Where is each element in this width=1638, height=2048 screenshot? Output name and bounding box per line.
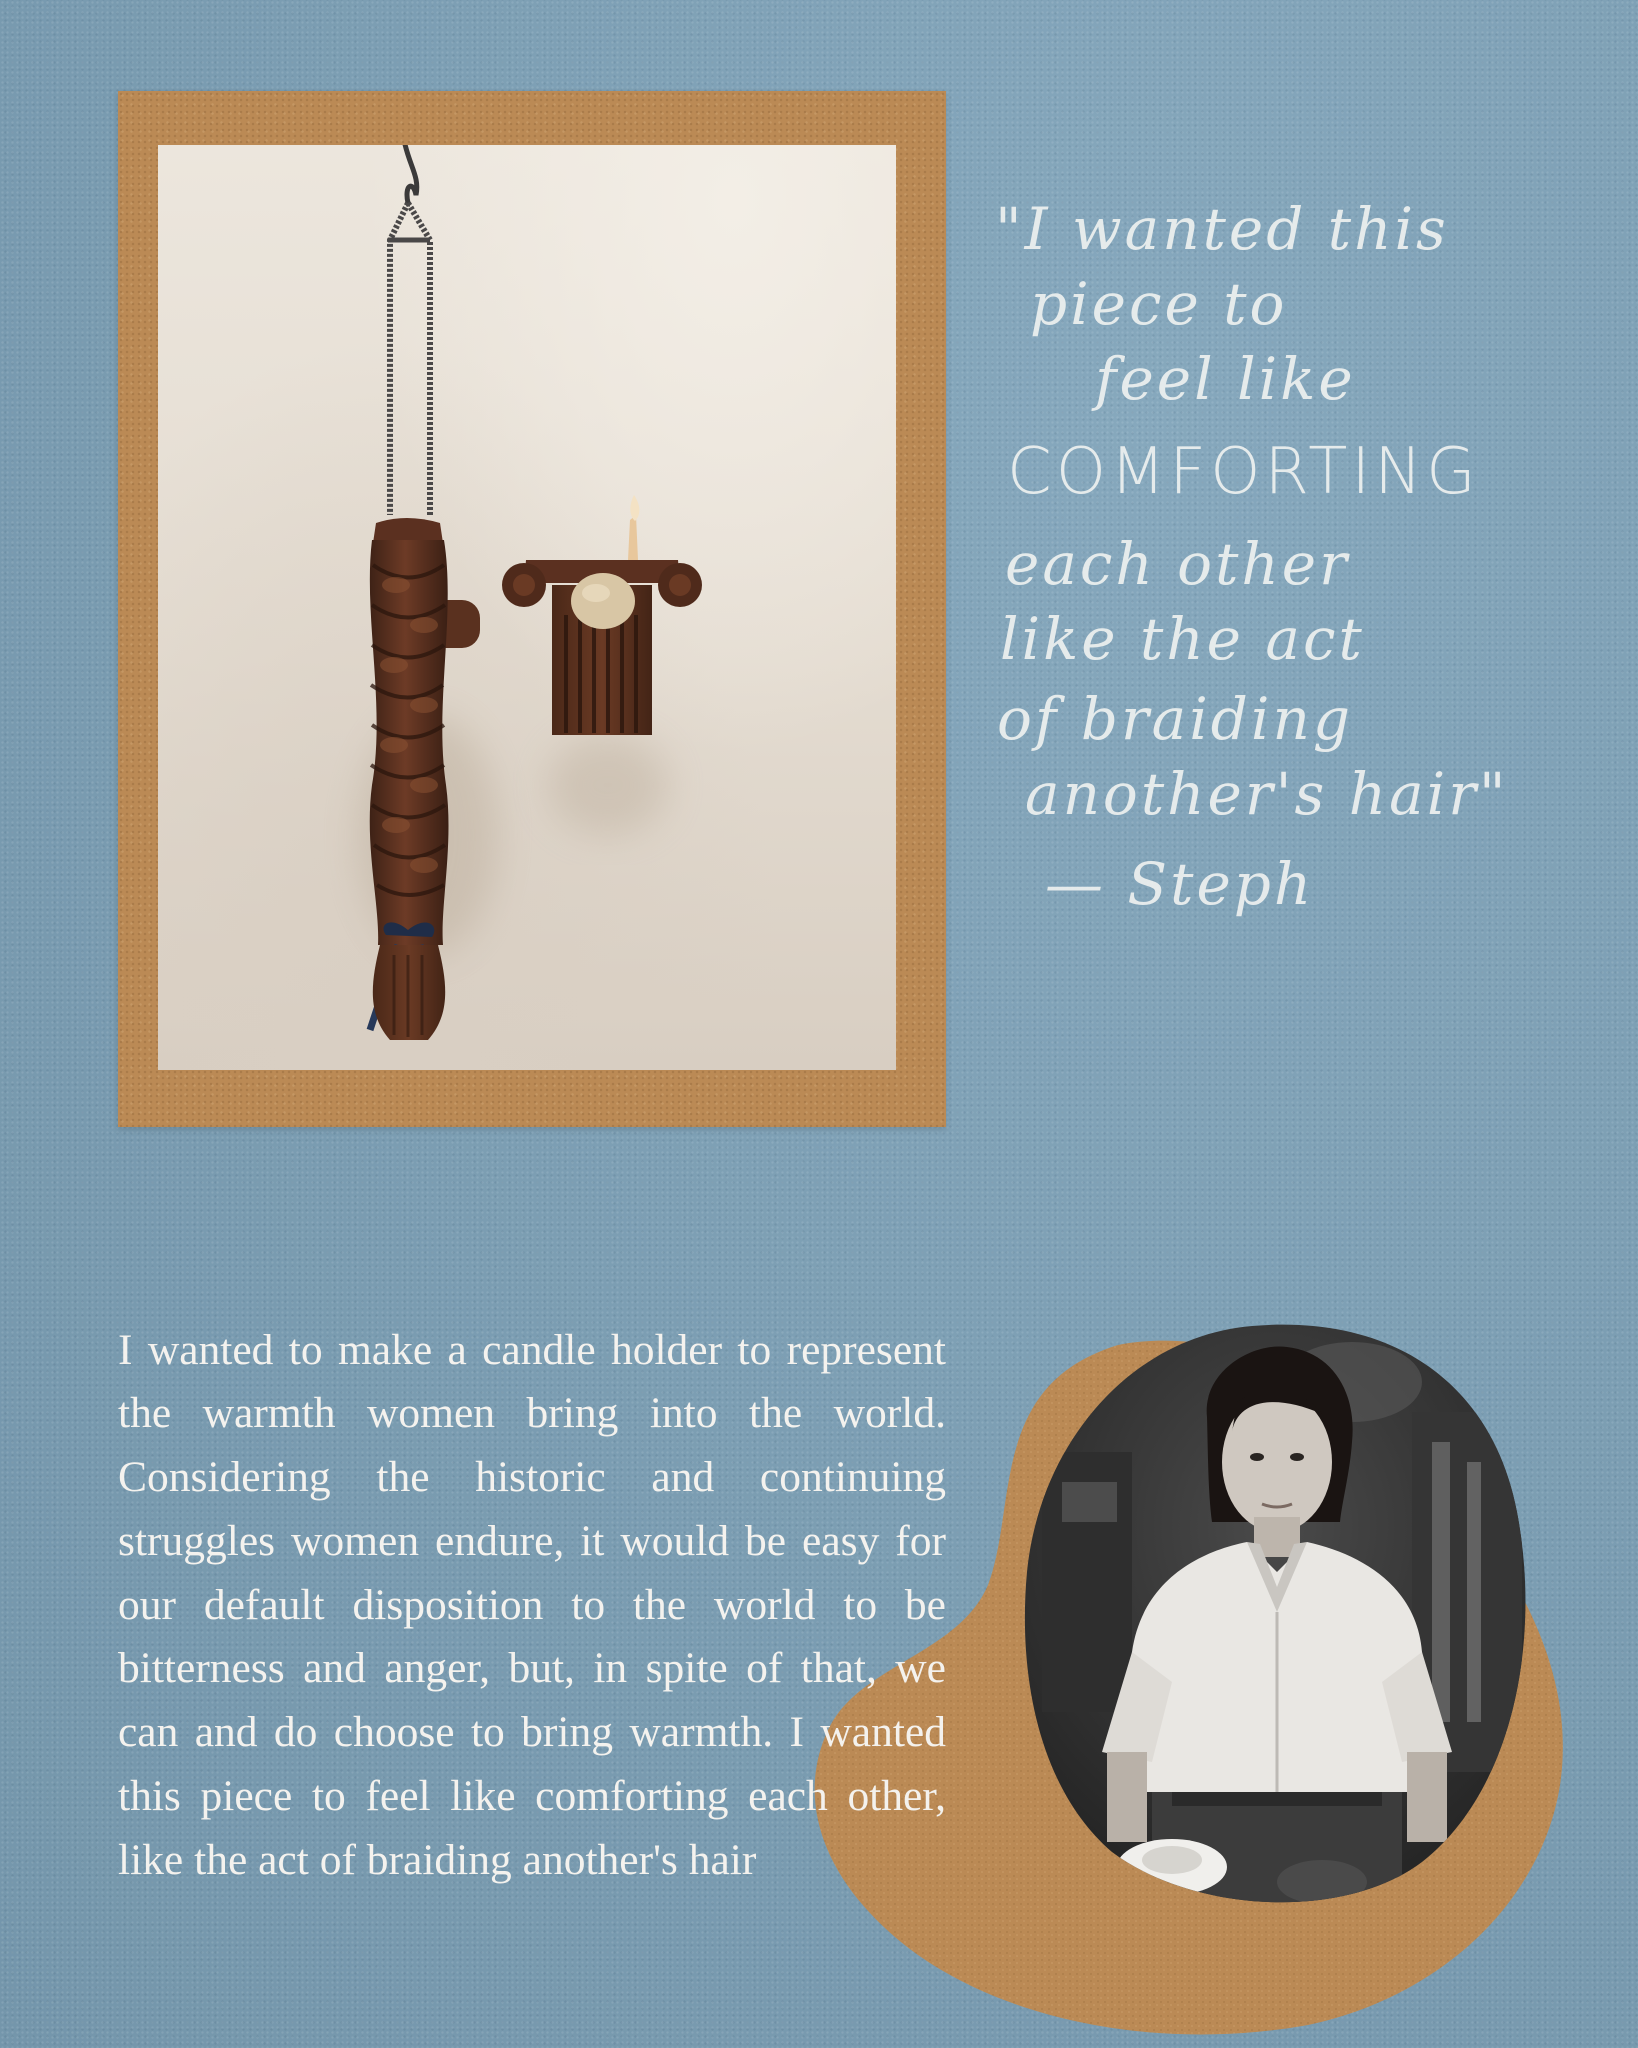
artist-portrait [1022, 1322, 1527, 1906]
quote-line: another's hair" [1025, 760, 1509, 828]
quote-line: of braiding [997, 685, 1353, 753]
quote-line: piece to [1030, 270, 1288, 338]
candle-holder-photo [158, 145, 896, 1070]
quote-line: each other [1005, 530, 1350, 598]
quote-signature: — Steph [1045, 850, 1315, 918]
quote-line: "I wanted this [995, 195, 1449, 263]
photo-frame [118, 91, 946, 1127]
quote-line: feel like [1095, 345, 1356, 413]
quote-line: like the act [1000, 605, 1365, 673]
candle-holder-illustration [158, 145, 896, 1070]
handwritten-quote [985, 195, 1605, 995]
body-paragraph: I wanted to make a candle holder to represent the warmth women bring into the world. Considering the historic and continuing struggles women endure, it would be easy for our default disposition to the world to be bitterness and anger, but, in spite of that, we can and do choose to bring warmth. I wanted this piece to feel like comforting each other, like the act of braiding another's hair [118, 1325, 946, 1884]
quote-line-emphasis: COMFORTING [1007, 435, 1480, 509]
